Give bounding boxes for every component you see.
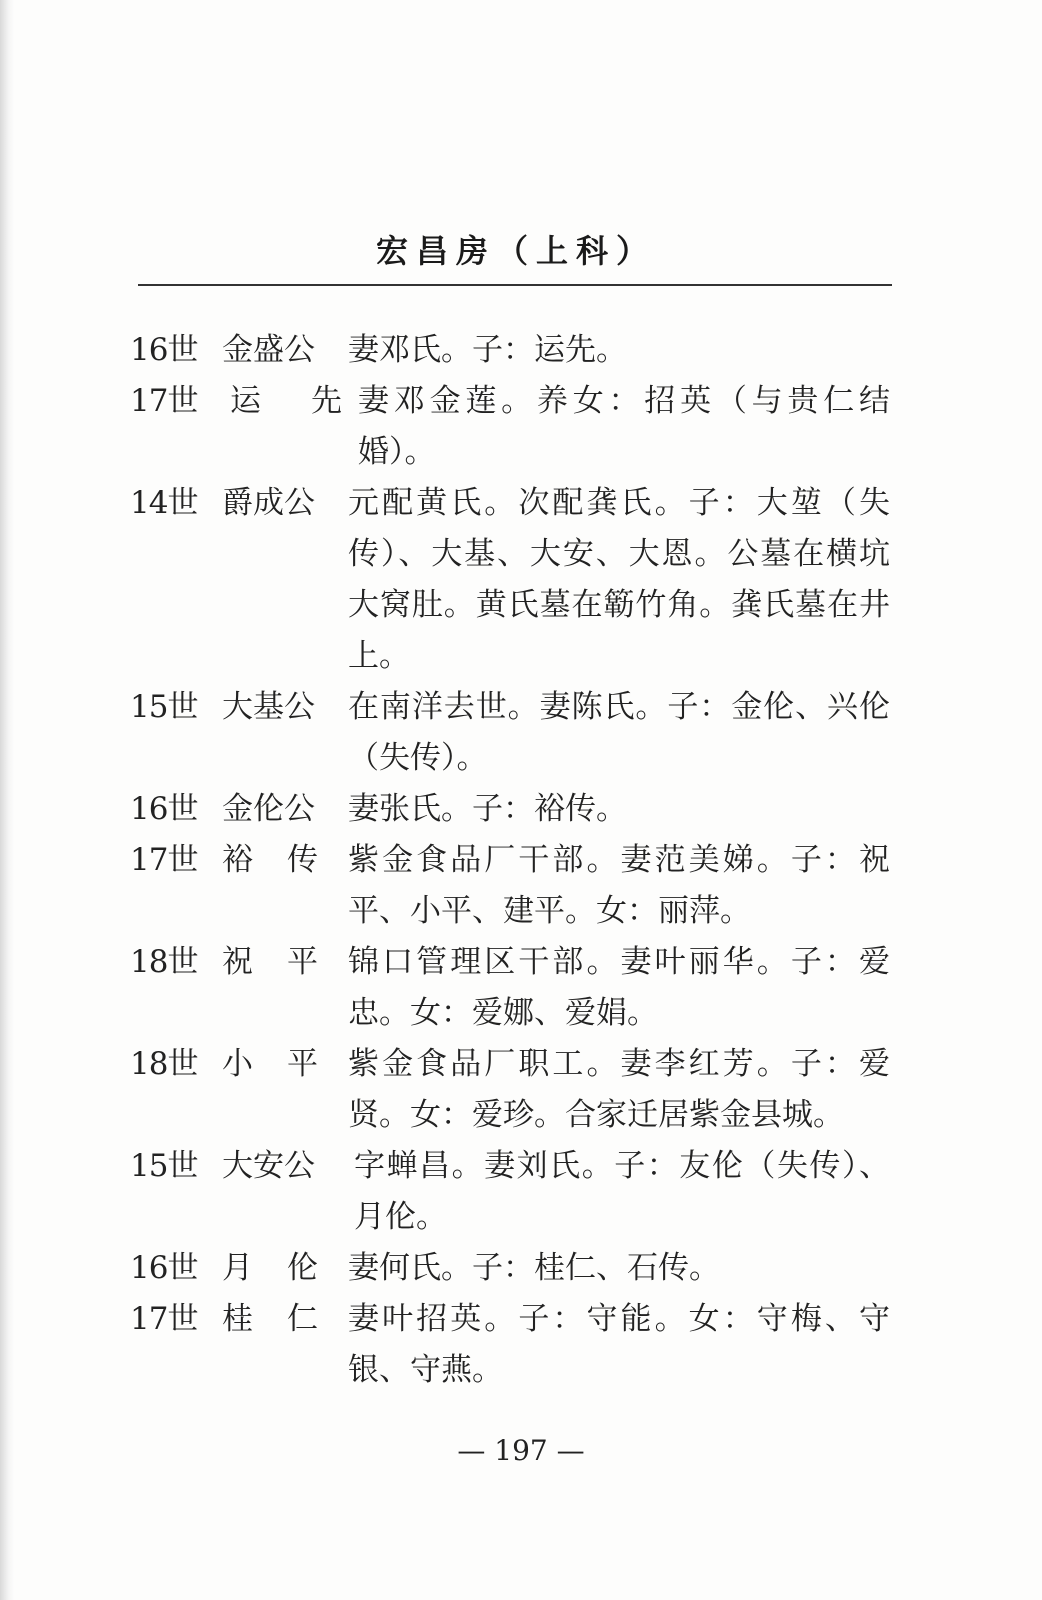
person-name (222, 376, 348, 427)
person-name-char: 仁 (287, 1301, 318, 1337)
person-name (222, 1243, 348, 1294)
person-name-char: 小 (222, 1046, 253, 1082)
entry-row (130, 682, 890, 784)
generation-label: 16世 (130, 1250, 198, 1286)
person-name-char: 伦 (287, 1250, 318, 1286)
person-name: 大基公 (222, 689, 315, 725)
generation-label: 16世 (130, 791, 198, 827)
entry-description: 紫金食品厂干部。妻范美娣。子：祝平、小平、建平。女：丽萍。 (348, 842, 890, 929)
person-name-char: 先 (311, 383, 342, 419)
entry-description: 紫金食品厂职工。妻李红芳。子：爱贤。女：爱珍。合家迁居紫金县城。 (348, 1046, 890, 1133)
entry-description: 字蝉昌。妻刘氏。子：友伦（失传）、月伦。 (354, 1148, 890, 1235)
entry-description: 妻叶招英。子：守能。女：守梅、守银、守燕。 (348, 1301, 890, 1388)
generation-label: 18世 (130, 1046, 198, 1082)
person-name: 金伦公 (222, 791, 315, 827)
genealogy-entries (130, 325, 890, 1396)
person-name (222, 835, 348, 886)
entry-row (130, 1243, 890, 1294)
generation-label: 18世 (130, 944, 198, 980)
person-name-char: 裕 (222, 842, 253, 878)
person-name (222, 937, 348, 988)
generation-label: 17世 (130, 842, 198, 878)
person-name: 爵成公 (222, 485, 315, 521)
person-name-char: 平 (287, 944, 318, 980)
header-rule (138, 284, 892, 286)
person-name-char: 传 (287, 842, 318, 878)
entry-description: 妻张氏。子：裕传。 (348, 791, 627, 827)
person-name: 金盛公 (222, 332, 315, 368)
entry-description: 妻邓金莲。养女：招英（与贵仁结婚）。 (358, 383, 890, 470)
entry-description: 在南洋去世。妻陈氏。子：金伦、兴伦（失传）。 (348, 689, 890, 776)
person-name: 大安公 (222, 1148, 315, 1184)
person-name-char: 平 (287, 1046, 318, 1082)
entry-description: 元配黄氏。次配龚氏。子：大堃（失传）、大基、大安、大恩。公墓在横坑大窝肚。黄氏墓在簕竹角。龚氏墓在井上。 (348, 485, 890, 674)
entry-description: 锦口管理区干部。妻叶丽华。子：爱忠。女：爱娜、爱娟。 (348, 944, 890, 1031)
entry-row (130, 376, 890, 478)
person-name-char: 月 (222, 1250, 253, 1286)
generation-label: 16世 (130, 332, 198, 368)
generation-label: 15世 (130, 689, 198, 725)
generation-label: 17世 (130, 1301, 198, 1337)
page-edge-shadow (0, 0, 14, 1600)
generation-label: 17世 (130, 383, 198, 419)
page-number: — 197 — (457, 1434, 585, 1467)
person-name-char: 桂 (222, 1301, 253, 1337)
entry-row (130, 784, 890, 835)
entry-description: 妻何氏。子：桂仁、石传。 (348, 1250, 720, 1286)
person-name-char: 祝 (222, 944, 253, 980)
entry-row (130, 835, 890, 937)
page-header-title: 宏昌房（上科） (375, 232, 656, 270)
entry-row (130, 325, 890, 376)
person-name-char: 运 (230, 383, 261, 419)
person-name (222, 1294, 348, 1345)
generation-label: 14世 (130, 485, 198, 521)
generation-label: 15世 (130, 1148, 198, 1184)
entry-row (130, 1141, 890, 1243)
person-name (222, 1039, 348, 1090)
entry-row (130, 937, 890, 1039)
entry-row (130, 1039, 890, 1141)
entry-row (130, 478, 890, 682)
entry-row (130, 1294, 890, 1396)
entry-description: 妻邓氏。子：运先。 (348, 332, 627, 368)
